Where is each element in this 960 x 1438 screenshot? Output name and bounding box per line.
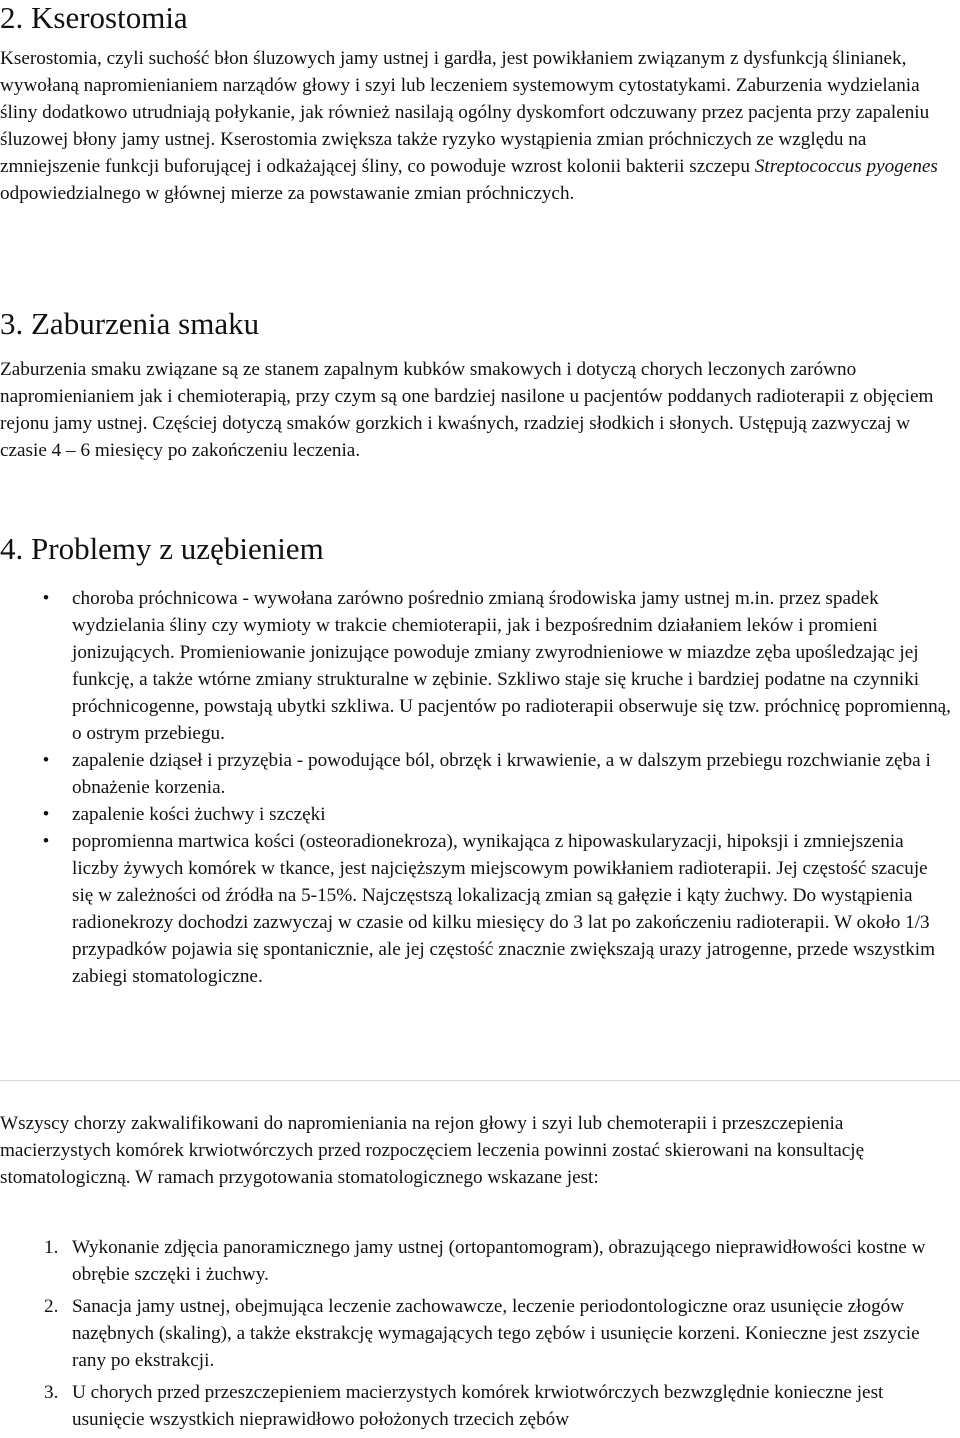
- section-2-paragraph: [0, 45, 952, 207]
- list-item-text: choroba próchnicowa - wywołana zarówno pośrednio zmianą środowiska jamy ustnej m.in. przez spadek wydzielania śliny czy wymioty w trakcie chemioterapii, jak i bezpośrednim działaniem leków i promieni jonizujących. Promieniowanie jonizujące powoduje zmiany zwyrodnieniowe w miazdze zęba upośledzając jej funkcję, a także wtórne zmiany strukturalne w zębinie. Szkliwo staje się kruche i bardziej podatne na czynniki próchnicogenne, powstają ubytki szkliwa. U pacjentów po radioterapii obserwuje się tzw. próchnicę popromienną, o ostrym przebiegu.: [72, 588, 951, 744]
- bullet-icon: •: [42, 831, 50, 852]
- list-item-text: popromienna martwica kości (osteoradionekroza), wynikająca z hipowaskularyzacji, hipoksji i zmniejszenia liczby żywych komórek w tkance, jest najcięższym miejscowym powikłaniem radioterapii. Jej częstość szacuje się w zależności od źródła na 5-15%. Najczęstszą lokalizacją zmian są gałęzie i kąty żuchwy. Do wystąpienia radionekrozy dochodzi zazwyczaj w czasie od kilku miesięcy do 3 lat po zakończeniu radioterapii. W około 1/3 przypadków pojawia się spontanicznie, ale jej częstość znacznie zwiększają urazy jatrogenne, przede wszystkim zabiegi stomatologiczne.: [72, 831, 936, 987]
- bullet-icon: •: [42, 750, 50, 771]
- step-number: 1.: [44, 1237, 59, 1258]
- list-item: [0, 1234, 952, 1288]
- step-text: Wykonanie zdjęcia panoramicznego jamy ustnej (ortopantomogram), obrazującego nieprawidłowości kostne w obrębie szczęki i żuchwy.: [72, 1237, 926, 1285]
- bullet-icon: •: [42, 588, 50, 609]
- section-3-paragraph: Zaburzenia smaku związane są ze stanem zapalnym kubków smakowych i dotyczą chorych leczonych zarówno napromienianiem jak i chemioterapią, przy czym są one bardziej nasilone u pacjentów poddanych radioterapii z objęciem rejonu jamy ustnej. Częściej dotyczą smaków gorzkich i kwaśnych, rzadziej słodkich i słonych. Ustępują zazwyczaj w czasie 4 – 6 miesięcy po zakończeniu leczenia.: [0, 359, 934, 461]
- step-text: Sanacja jamy ustnej, obejmująca leczenie zachowawcze, leczenie periodontologiczne oraz usunięcie złogów nazębnych (skaling), a także ekstrakcję wymagających tego zębów i usunięcie korzeni. Konieczne jest zszycie rany po ekstrakcji.: [72, 1296, 920, 1371]
- section-3-heading: 3. Zaburzenia smaku: [0, 306, 260, 341]
- list-item: [0, 1293, 952, 1374]
- preparation-steps-list: [0, 1234, 952, 1438]
- step-number: 3.: [44, 1382, 59, 1403]
- step-text: U chorych przed przeszczepieniem macierzystych komórek krwiotwórczych bezwzględnie konieczne jest usunięcie wszystkich nieprawidłowo położonych trzecich zębów: [72, 1382, 884, 1430]
- list-item: [0, 585, 952, 747]
- section-2-text-b: odpowiedzialnego w głównej mierze za powstawanie zmian próchniczych.: [0, 183, 575, 204]
- list-item: [0, 747, 952, 801]
- section-2-text-a: Kserostomia, czyli suchość błon śluzowych jamy ustnej i gardła, jest powikłaniem związanym z dysfunkcją ślinianek, wywołaną napromienianiem narządów głowy i szyi lub leczeniem systemowym cytostatykami. Zaburzenia wydzielania śliny dodatkowo utrudniają połykanie, jak również nasilają ogólny dyskomfort odczuwany przez pacjenta przy zapaleniu śluzowej błony jamy ustnej. Kserostomia zwiększa także ryzyko wystąpienia zmian próchniczych ze względu na zmniejszenie funkcji buforującej i odkażającej śliny, co powoduje wzrost kolonii bakterii szczepu: [0, 48, 930, 177]
- step-number: 2.: [44, 1296, 59, 1317]
- section-2-heading: 2. Kserostomia: [0, 0, 188, 35]
- list-item-text: zapalenie dziąseł i przyzębia - powodujące ból, obrzęk i krwawienie, a w dalszym przebiegu rozchwianie zęba i obnażenie korzenia.: [72, 750, 931, 798]
- bullet-icon: •: [42, 804, 50, 825]
- closing-paragraph: Wszyscy chorzy zakwalifikowani do napromieniania na rejon głowy i szyi lub chemoterapii i przeszczepienia macierzystych komórek krwiotwórczych przed rozpoczęciem leczenia powinni zostać skierowani na konsultację stomatologiczną. W ramach przygotowania stomatologicznego wskazane jest:: [0, 1113, 865, 1188]
- list-item: [0, 801, 952, 828]
- section-divider: [0, 1080, 960, 1081]
- list-item-text: zapalenie kości żuchwy i szczęki: [72, 804, 326, 825]
- section-4-list: [0, 585, 952, 990]
- bacteria-name: Streptococcus pyogenes: [754, 156, 938, 177]
- list-item: [0, 828, 952, 990]
- section-4-heading: 4. Problemy z uzębieniem: [0, 531, 324, 566]
